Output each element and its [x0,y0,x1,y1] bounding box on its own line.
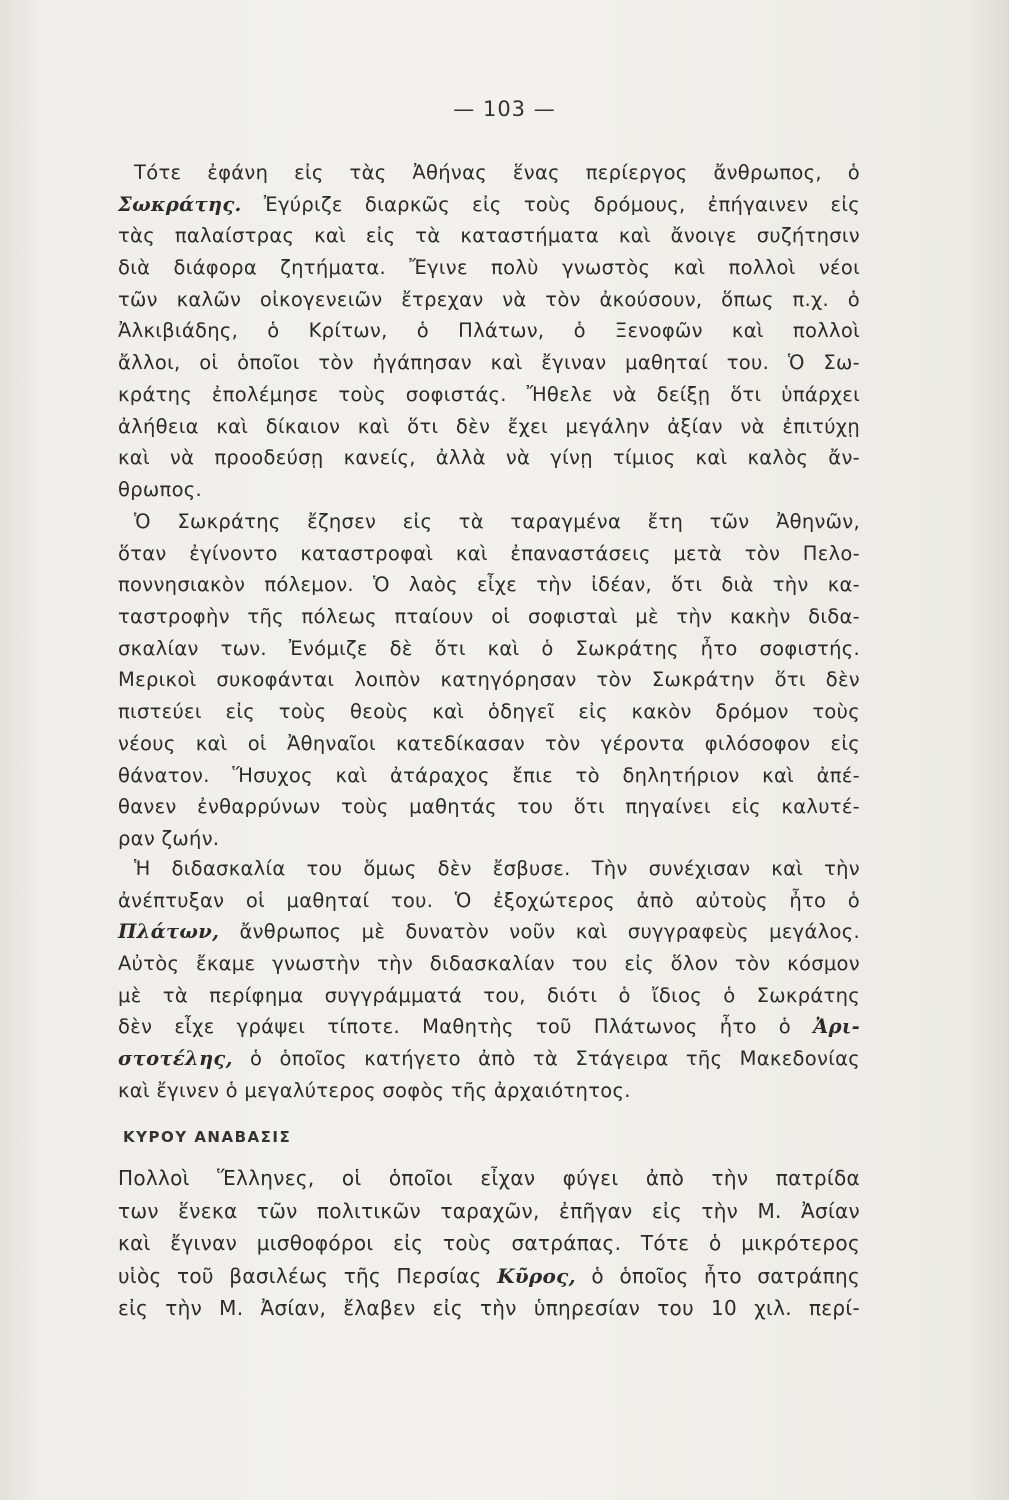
text-line [118,885,860,917]
text-segment: σκαλίαν των. Ἐνόμιζε δὲ ὅτι καὶ ὁ Σωκράτης ἦτο σοφιστής. [118,636,860,660]
text-line [118,823,860,855]
text-segment: καὶ νὰ προοδεύσῃ κανείς, ἀλλὰ νὰ γίνῃ τίμιος καὶ καλὸς ἄν- [118,446,860,470]
text-segment: ὁ ὁποῖος ἦτο σατράπης [575,1263,860,1288]
page-number: — 103 — [453,97,556,121]
text-line [118,347,860,379]
text-segment: εἰς τὴν Μ. Ἀσίαν, ἔλαβεν εἰς τὴν ὑπηρεσίαν του 10 χιλ. περί- [118,1296,860,1320]
text-segment: ὁ ὁποῖος κατήγετο ἀπὸ τὰ Στάγειρα τῆς Μακεδονίας [232,1047,860,1071]
text-line [118,916,860,948]
text-line [118,1011,860,1043]
text-segment: δὲν εἶχε γράψει τίποτε. Μαθητὴς τοῦ Πλάτωνος ἦτο ὁ [118,1015,814,1039]
text-segment: Ἀλκιβιάδης, ὁ Κρίτων, ὁ Πλάτων, ὁ Ξενοφῶν καὶ πολλοὶ [118,319,860,343]
text-line [118,1227,860,1260]
text-segment: Αὐτὸς ἔκαμε γνωστὴν τὴν διδασκαλίαν του εἰς ὅλον τὸν κόσμον [118,952,860,976]
text-segment: Μερικοὶ συκοφάνται λοιπὸν κατηγόρησαν τὸν Σωκράτην ὅτι δὲν [118,668,860,692]
text-segment: νέους καὶ οἱ Ἀθηναῖοι κατεδίκασαν τὸν γέροντα φιλόσοφον εἰς [118,731,860,755]
paragraph-socrates [118,157,860,506]
text-line [118,853,860,885]
text-segment: μὲ τὰ περίφημα συγγράμματά του, διότι ὁ ἴδιος ὁ Σωκράτης [118,983,860,1007]
text-line [118,189,860,221]
text-segment: Ἡ διδασκαλία του ὅμως δὲν ἔσβυσε. Τὴν συνέχισαν καὶ τὴν [134,857,860,880]
text-line [118,538,860,570]
text-line [118,1043,860,1075]
text-line [118,506,860,538]
text-line [118,760,860,792]
text-segment: τῶν καλῶν οἰκογενειῶν ἔτρεχαν νὰ τὸν ἀκούσουν, ὅπως π.χ. ὁ [118,287,860,311]
text-segment: των ἕνεκα τῶν πολιτικῶν ταραχῶν, ἐπῆγαν εἰς τὴν Μ. Ἀσίαν [118,1198,860,1223]
text-segment: ραν ζωήν. [118,826,220,850]
text-line [118,379,860,411]
text-segment: θανεν ἐνθαρρύνων τοὺς μαθητάς του ὅτι πηγαίνει εἰς καλυτέ- [118,795,860,819]
text-line [118,1162,860,1195]
text-line [118,315,860,347]
text-segment: Ἐγύριζε διαρκῶς εἰς τοὺς δρόμους, ἐπήγαινεν εἰς [241,192,860,216]
text-segment: διὰ διάφορα ζητήματα. Ἔγινε πολὺ γνωστὸς καὶ πολλοὶ νέοι [118,256,860,280]
text-segment: ἀνέπτυξαν οἱ μαθηταί του. Ὁ ἐξοχώτερος ἀπὸ αὐτοὺς ἦτο ὁ [118,888,860,912]
text-segment: καὶ ἔγινεν ὁ μεγαλύτερος σοφὸς τῆς ἀρχαιότητος. [118,1078,631,1102]
text-segment: ὅταν ἐγίνοντο καταστροφαὶ καὶ ἐπαναστάσεις μετὰ τὸν Πελο- [118,541,860,565]
text-line [118,220,860,252]
text-segment: κράτης ἐπολέμησε τοὺς σοφιστάς. Ἤθελε νὰ δείξῃ ὅτι ὑπάρχει [118,382,860,406]
text-segment: Τότε ἐφάνη εἰς τὰς Ἀθήνας ἕνας περίεργος ἄνθρωπος, ὁ [134,161,860,184]
text-line [118,1260,860,1293]
text-line [118,442,860,474]
text-line [118,633,860,665]
text-line [118,601,860,633]
section-heading: ΚΥΡΟΥ ΑΝΑΒΑΣΙΣ [123,1128,292,1146]
text-line [118,1292,860,1325]
text-segment: Ὁ Σωκράτης ἔζησεν εἰς τὰ ταραγμένα ἔτη τῶν Ἀθηνῶν, [134,510,860,533]
text-segment: καὶ ἔγιναν μισθοφόροι εἰς τοὺς σατράπας. Τότε ὁ μικρότερος [118,1231,860,1255]
text-line [118,728,860,760]
text-segment: θάνατον. Ἥσυχος καὶ ἀτάραχος ἔπιε τὸ δηλητήριον καὶ ἀπέ- [118,763,860,787]
text-line [118,948,860,980]
emphasized-name: Πλάτων, [118,920,220,944]
text-line [118,284,860,316]
text-line [118,252,860,284]
text-line [118,474,860,506]
text-segment: ἀλήθεια καὶ δίκαιον καὶ ὅτι δὲν ἔχει μεγάλην ἀξίαν νὰ ἐπιτύχῃ [118,414,860,438]
emphasized-name: Σωκράτης. [118,192,242,216]
paragraph-socrates-trial [118,506,860,855]
text-segment: ἄλλοι, οἱ ὁποῖοι τὸν ἠγάπησαν καὶ ἔγιναν μαθηταί του. Ὁ Σω- [118,351,860,375]
text-segment: υἱὸς τοῦ βασιλέως τῆς Περσίας [118,1263,498,1288]
text-segment: πιστεύει εἰς τοὺς θεοὺς καὶ ὁδηγεῖ εἰς κακὸν δρόμον τοὺς [118,700,860,724]
text-line [118,696,860,728]
emphasized-name: Κῦρος, [497,1263,576,1288]
text-segment: Πολλοὶ Ἕλληνες, οἱ ὁποῖοι εἶχαν φύγει ἀπὸ τὴν πατρίδα [118,1166,860,1190]
text-segment: θρωπος. [118,477,203,501]
text-line [118,1075,860,1107]
text-segment: ποννησιακὸν πόλεμον. Ὁ λαὸς εἶχε τὴν ἰδέαν, ὅτι διὰ τὴν κα- [118,573,860,597]
emphasized-name: στοτέλης, [118,1047,233,1071]
paragraph-anabasis [118,1162,860,1325]
text-line [118,980,860,1012]
text-line [118,569,860,601]
text-segment: ταστροφὴν τῆς πόλεως πταίουν οἱ σοφισταὶ μὲ τὴν κακὴν διδα- [118,605,860,629]
text-segment: ἄνθρωπος μὲ δυνατὸν νοῦν καὶ συγγραφεὺς μεγάλος. [219,920,860,944]
text-line [118,157,860,189]
text-line [118,411,860,443]
text-segment: τὰς παλαίστρας καὶ εἰς τὰ καταστήματα καὶ ἄνοιγε συζήτησιν [118,224,860,248]
text-line [118,791,860,823]
text-line [118,1195,860,1228]
paragraph-plato-aristotle [118,853,860,1107]
emphasized-name: Ἀρι- [813,1015,860,1039]
text-line [118,664,860,696]
